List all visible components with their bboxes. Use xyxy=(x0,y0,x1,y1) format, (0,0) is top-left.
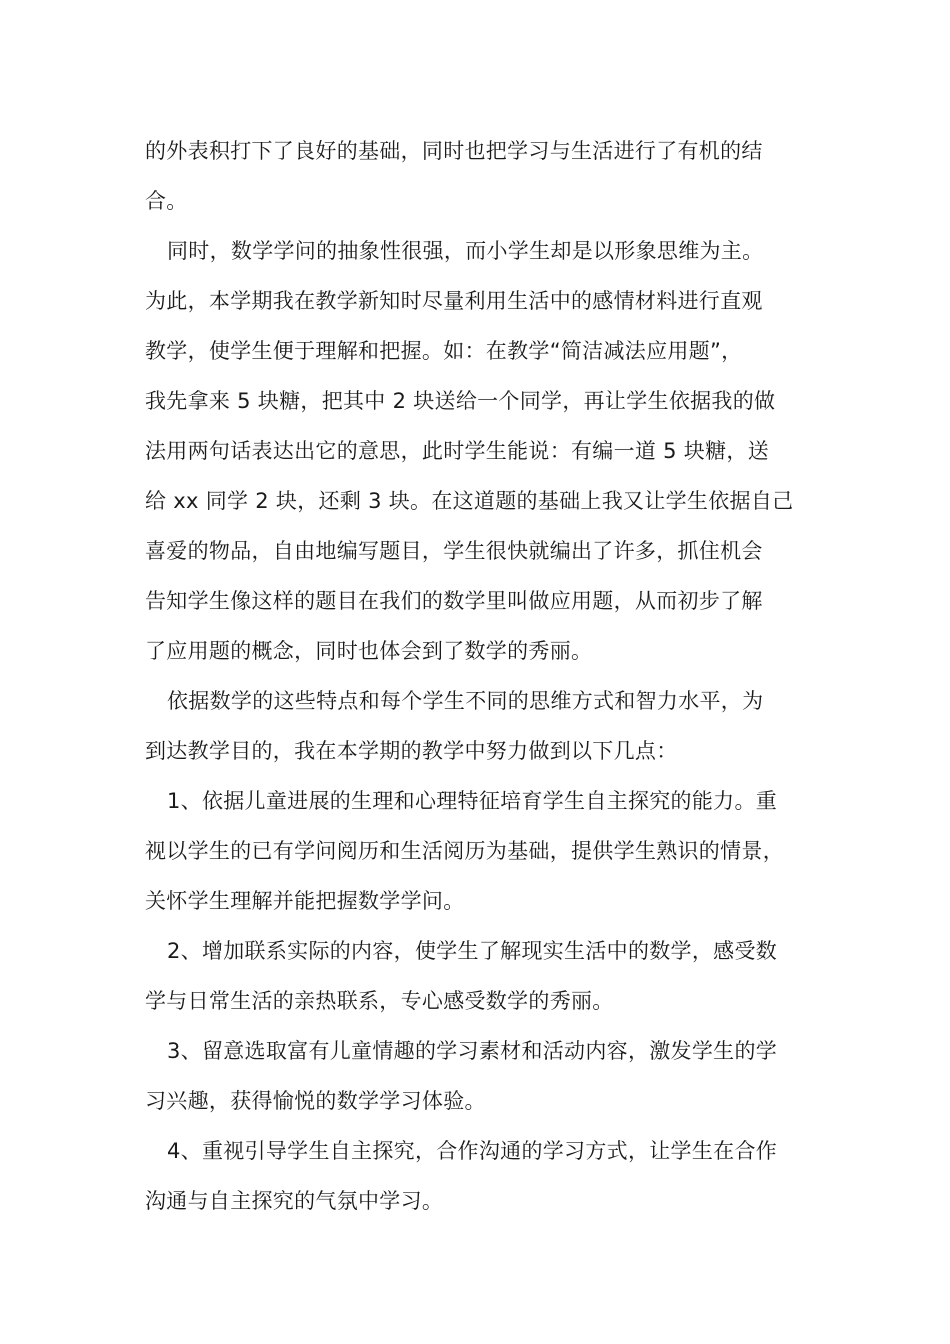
text-line: 教学，使学生便于理解和把握。如：在教学“简洁减法应用题”， xyxy=(145,339,743,363)
text-line: 为此，本学期我在教学新知时尽量利用生活中的感情材料进行直观 xyxy=(145,289,763,313)
text-line: 的外表积打下了良好的基础，同时也把学习与生活进行了有机的结 xyxy=(145,139,763,163)
text-line: 4、重视引导学生自主探究，合作沟通的学习方式，让学生在合作 xyxy=(167,1139,778,1163)
text-line: 法用两句话表达出它的意思，此时学生能说：有编一道 5 块糖，送 xyxy=(145,439,770,463)
text-line: 同时，数学学问的抽象性很强，而小学生却是以形象思维为主。 xyxy=(167,239,764,263)
text-line: 喜爱的物品，自由地编写题目，学生很快就编出了许多，抓住机会 xyxy=(145,539,763,563)
text-line: 合。 xyxy=(145,189,188,213)
text-line: 我先拿来 5 块糖，把其中 2 块送给一个同学，再让学生依据我的做 xyxy=(145,389,776,413)
text-line: 习兴趣，获得愉悦的数学学习体验。 xyxy=(145,1089,486,1113)
text-line: 学与日常生活的亲热联系，专心感受数学的秀丽。 xyxy=(145,989,614,1013)
text-line: 了应用题的概念，同时也体会到了数学的秀丽。 xyxy=(145,639,593,663)
text-line: 2、增加联系实际的内容，使学生了解现实生活中的数学，感受数 xyxy=(167,939,778,963)
text-line: 3、留意选取富有儿童情趣的学习素材和活动内容，激发学生的学 xyxy=(167,1039,778,1063)
text-line: 1、依据儿童进展的生理和心理特征培育学生自主探究的能力。重 xyxy=(167,789,778,813)
text-line: 给 xx 同学 2 块，还剩 3 块。在这道题的基础上我又让学生依据自己 xyxy=(145,489,794,513)
text-line: 关怀学生理解并能把握数学学问。 xyxy=(145,889,465,913)
text-line: 视以学生的已有学问阅历和生活阅历为基础，提供学生熟识的情景， xyxy=(145,839,784,863)
text-line: 到达教学目的，我在本学期的教学中努力做到以下几点： xyxy=(145,739,678,763)
text-line: 依据数学的这些特点和每个学生不同的思维方式和智力水平，为 xyxy=(167,689,764,713)
text-line: 沟通与自主探究的气氛中学习。 xyxy=(145,1189,444,1213)
text-line: 告知学生像这样的题目在我们的数学里叫做应用题，从而初步了解 xyxy=(145,589,763,613)
